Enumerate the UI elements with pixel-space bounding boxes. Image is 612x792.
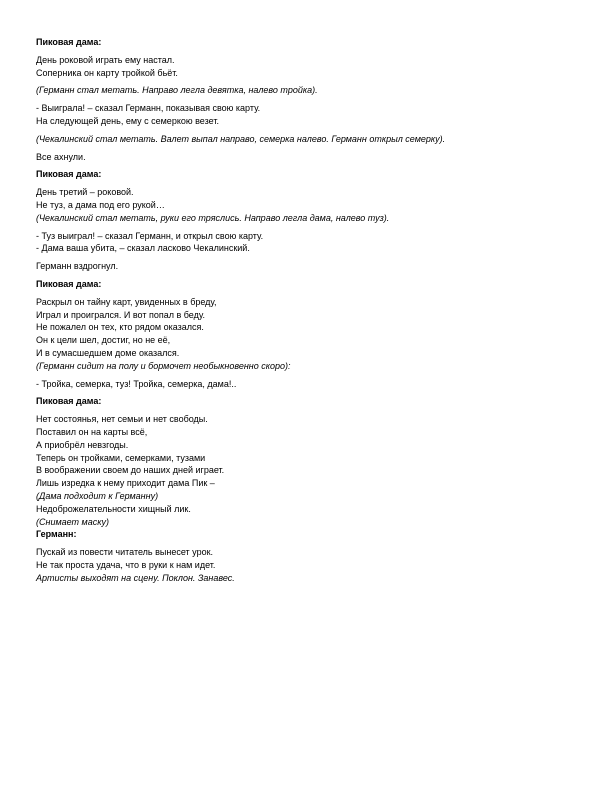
text-line: Пускай из повести читатель вынесет урок. xyxy=(36,547,214,558)
text-line: Он к цели шел, достиг, но не её, xyxy=(36,335,171,346)
text-line: Поставил он на карты всё, xyxy=(36,426,148,437)
text-line: А приобрёл невзгоды. xyxy=(36,439,129,450)
text-line: Лишь изредка к нему приходит дама Пик – xyxy=(36,478,215,489)
text-line: Нет состоянья, нет семьи и нет свободы. xyxy=(36,414,208,425)
text-line: Соперника он карту тройкой бьёт. xyxy=(36,67,178,78)
stage-direction: (Чекалинский стал метать, руки его тряслись. Направо легла дама, налево туз). xyxy=(36,212,390,223)
text-line: Недоброжелательности хищный лик. xyxy=(36,503,191,514)
text-line: На следующей день, ему с семеркою везет. xyxy=(36,115,219,126)
text-line: День третий – роковой. xyxy=(36,187,134,198)
text-line: В воображении своем до наших дней играет. xyxy=(36,465,225,476)
text-line: - Выиграла! – сказал Германн, показывая свою карту. xyxy=(36,103,261,114)
speaker-heading: Пиковая дама: xyxy=(36,37,102,47)
stage-direction: Артисты выходят на сцену. Поклон. Занавес. xyxy=(36,572,235,583)
text-line: - Тройка, семерка, туз! Тройка, семерка, дама!.. xyxy=(36,378,237,389)
speaker-heading: Пиковая дама: xyxy=(36,396,102,407)
text-line: - Туз выиграл! – сказал Германн, и открыл свою карту. xyxy=(36,230,264,241)
text-line: Не туз, а дама под его рукой… xyxy=(36,199,165,210)
stage-direction: (Снимает маску) xyxy=(36,516,109,527)
text-line: Играл и проигрался. И вот попал в беду. xyxy=(36,309,205,320)
speaker-heading: Германн: xyxy=(36,529,77,540)
stage-direction: (Германн стал метать. Направо легла девятка, налево тройка). xyxy=(36,85,318,96)
text-line: Раскрыл он тайну карт, увиденных в бреду, xyxy=(36,296,217,307)
document-page xyxy=(36,36,576,584)
text-line: Не пожалел он тех, кто рядом оказался. xyxy=(36,322,204,333)
text-line: Германн вздрогнул. xyxy=(36,261,119,272)
stage-direction: (Германн сидит на полу и бормочет необыкновенно скоро): xyxy=(36,360,291,371)
speaker-heading: Пиковая дама: xyxy=(36,278,102,289)
text-line: И в сумасшедшем доме оказался. xyxy=(36,347,180,358)
text-line: Все ахнули. xyxy=(36,151,86,162)
text-line: Не так проста удача, что в руки к нам идет. xyxy=(36,559,216,570)
text-line: День роковой играть ему настал. xyxy=(36,54,175,65)
speaker-heading: Пиковая дама: xyxy=(36,169,102,180)
text-line: - Дама ваша убита, – сказал ласково Чекалинский. xyxy=(36,243,250,254)
stage-direction: (Чекалинский стал метать. Валет выпал направо, семерка налево. Германн открыл семерку). xyxy=(36,133,446,144)
text-line: Теперь он тройками, семерками, тузами xyxy=(36,452,206,463)
stage-direction: (Дама подходит к Германну) xyxy=(36,490,159,501)
